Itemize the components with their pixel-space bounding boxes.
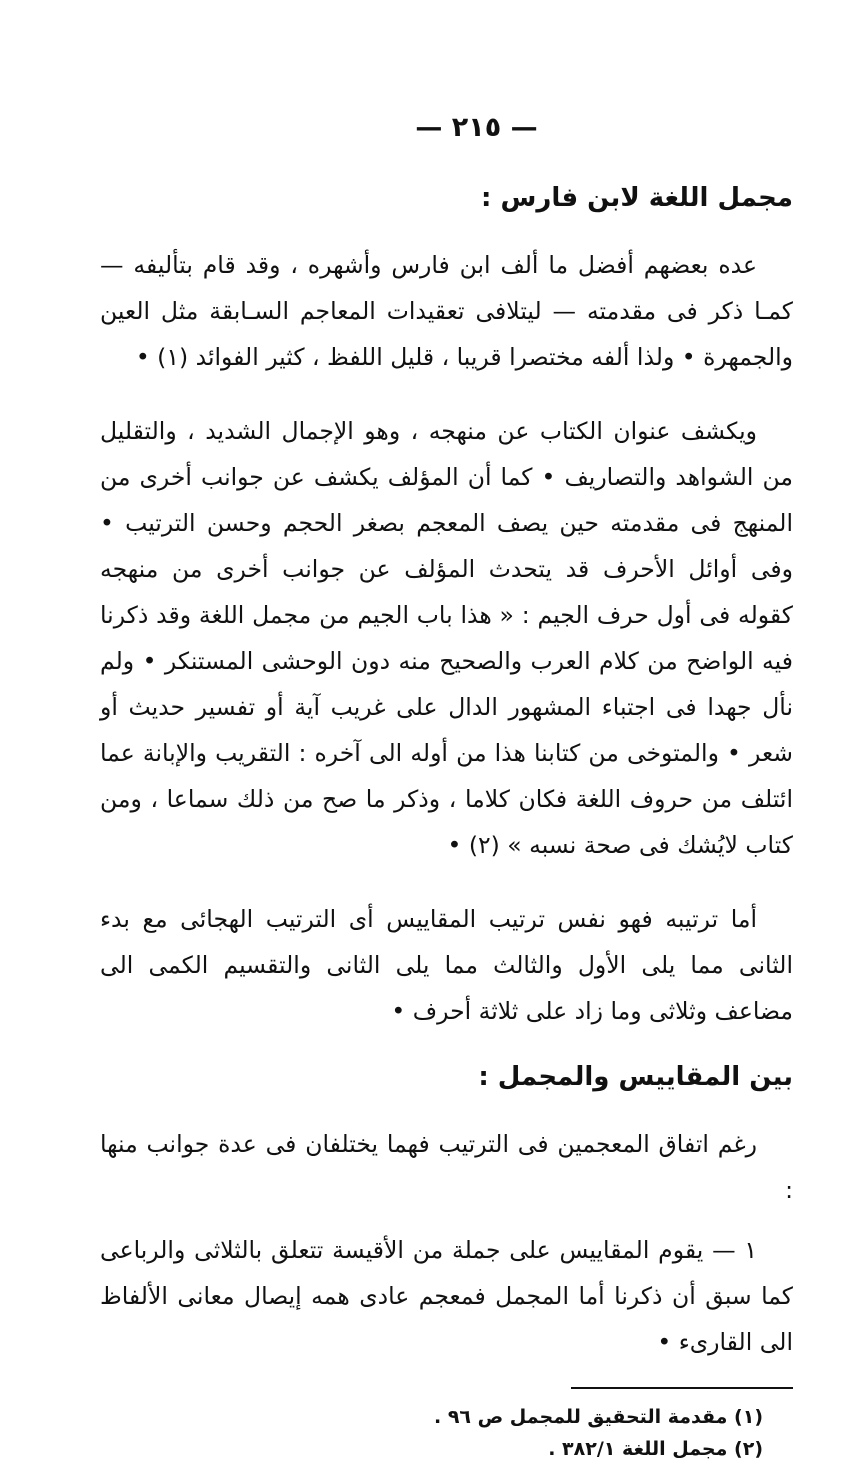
paragraph: عده بعضهم أفضل ما ألف ابن فارس وأشهره ، وقد قام بتأليفه — كمـا ذكر فى مقدمته — ليتلافى تعقيدات المعاجم السـابقة مثل العين والجمهرة • ولذا ألفه مختصرا قريبا ، قليل اللفظ ، كثير الفوائد (١) • [100, 251, 793, 372]
footnote: (١) مقدمة التحقيق للمجمل ص ٩٦ . [433, 1406, 763, 1429]
page-number: — ٢١٥ — [415, 112, 538, 143]
paragraph: أما ترتيبه فهو نفس ترتيب المقاييس أى الترتيب الهجائى مع بدء الثانى مما يلى الأول والثالث مما يلى الثانى والتقسيم الكمى الى مضاعف وثلاثى وما زاد على ثلاثة أحرف • [100, 905, 793, 1026]
footnote-divider [571, 1387, 793, 1389]
section-heading: مجمل اللغة لابن فارس : [481, 183, 793, 213]
section-comparison [100, 1062, 793, 1365]
footnotes [100, 1401, 793, 1465]
paragraph: رغم اتفاق المعجمين فى الترتيب فهما يختلفان فى عدة جوانب منها : [100, 1130, 793, 1205]
numbered-paragraph: ١ — يقوم المقاييس على جملة من الأقيسة تتعلق بالثلاثى والرباعى كما سبق أن ذكرنا أما المجمل فمعجم عادى همه إيصال معانى الألفاظ الى القارىء • [100, 1236, 793, 1357]
footnote: (٢) مجمل اللغة ٣٨٢/١ . [548, 1438, 763, 1461]
paragraph: ويكشف عنوان الكتاب عن منهجه ، وهو الإجمال الشديد ، والتقليل من الشواهد والتصاريف • كما أن المؤلف يكشف عن جوانب أخرى من المنهج فى مقدمته حين يصف المعجم بصغر الحجم وحسن الترتيب • وفى أوائل الأحرف قد يتحدث المؤلف عن جوانب أخرى من منهجه كقوله فى أول حرف الجيم : « هذا باب الجيم من مجمل اللغة وقد ذكرنا فيه الواضح من كلام العرب والصحيح منه دون الوحشى المستنكر • ولم نأل جهدا فى اجتباء المشهور الدال على غريب آية أو تفسير حديث أو شعر • والمتوخى من كتابنا هذا من أوله الى آخره : التقريب والإبانة عما ائتلف من حروف اللغة فكان كلاما ، وذكر ما صح من ذلك سماعا ، ومن كتاب لايُشك فى صحة نسبه » (٢) • [100, 417, 793, 860]
section-heading: بين المقاييس والمجمل : [478, 1062, 793, 1093]
section-mujmal [100, 183, 793, 1034]
